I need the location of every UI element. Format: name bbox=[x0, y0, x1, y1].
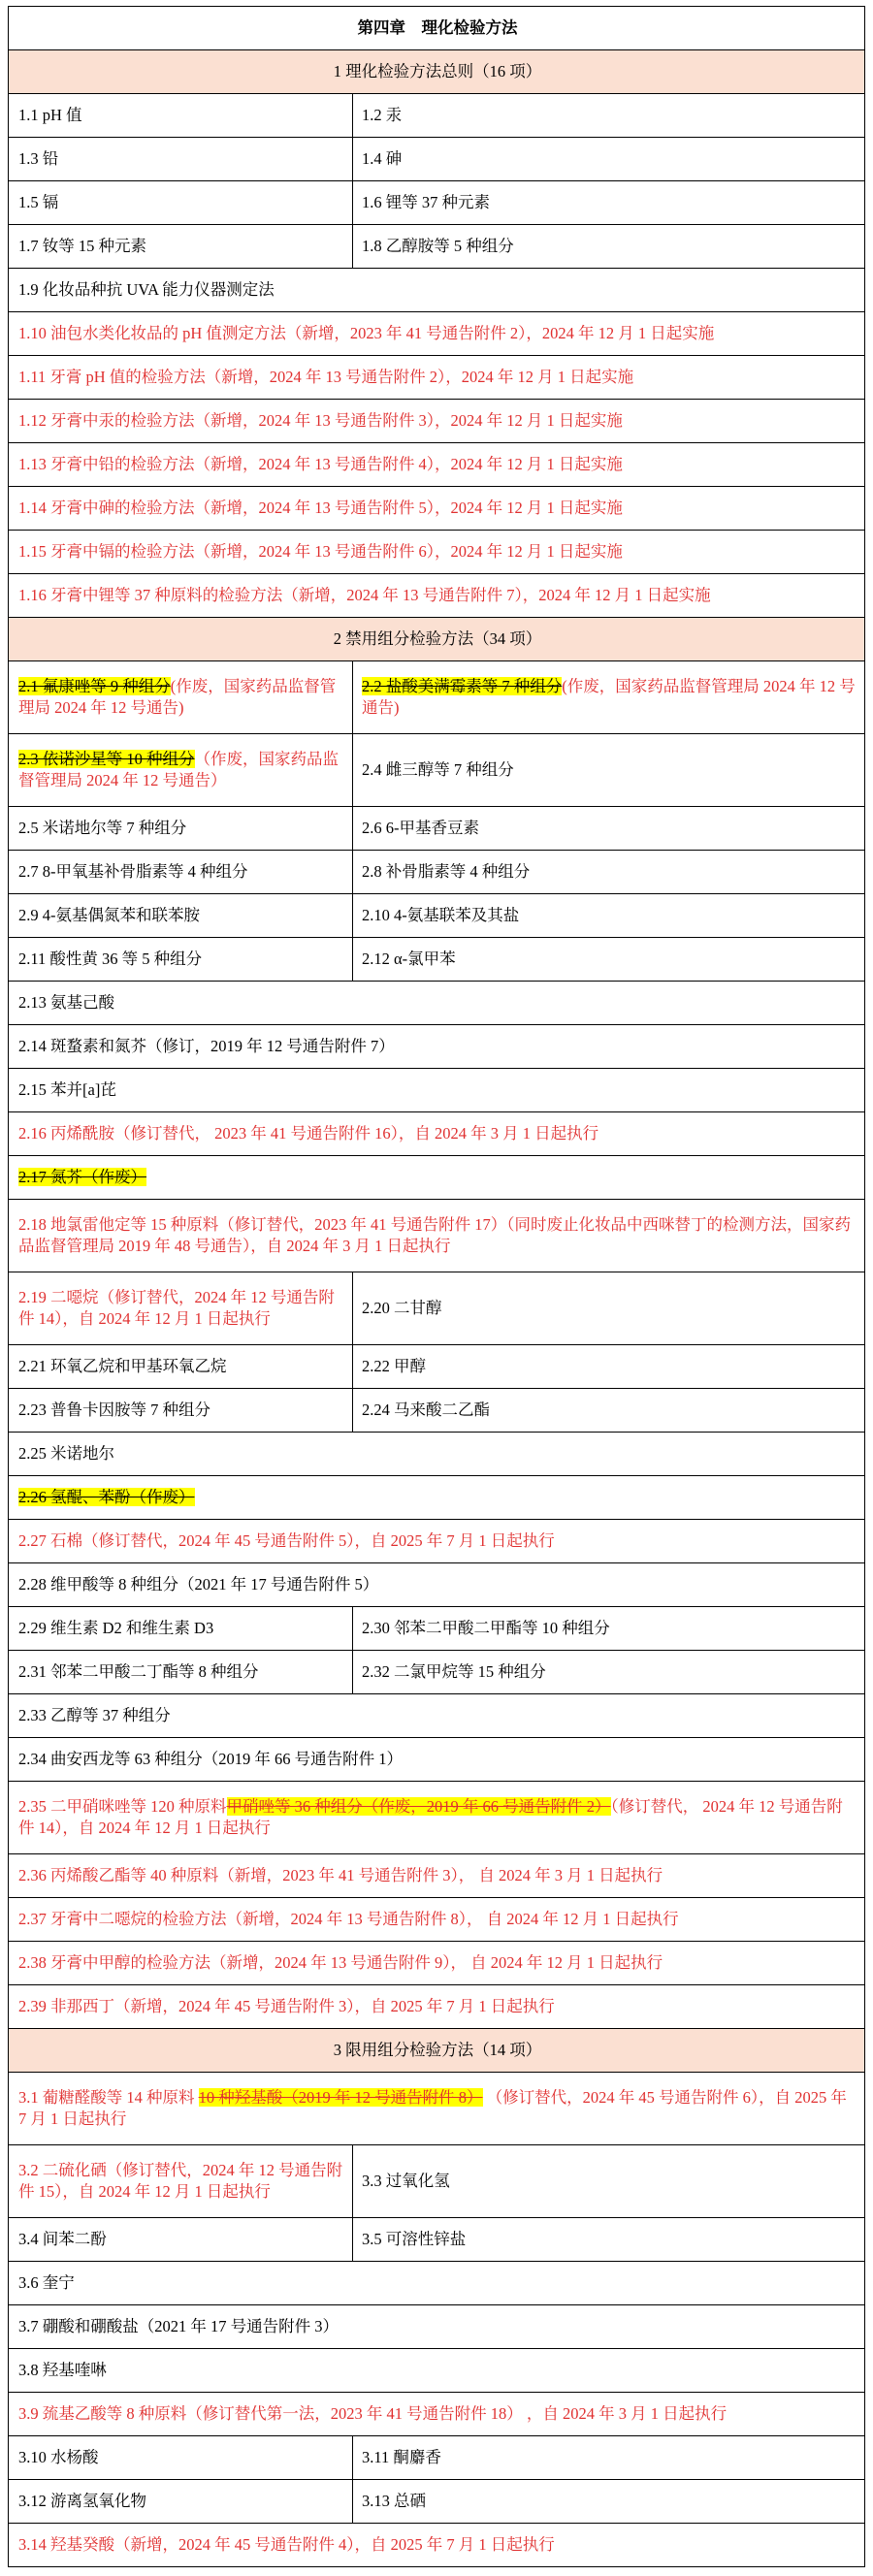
table-cell bbox=[9, 1854, 864, 1897]
document-page bbox=[8, 6, 865, 2567]
title-cell bbox=[9, 7, 864, 49]
table-row bbox=[9, 1563, 864, 1607]
table-cell bbox=[9, 1345, 353, 1388]
table-cell bbox=[353, 1389, 864, 1432]
table-cell bbox=[353, 225, 864, 268]
cell-text bbox=[362, 2229, 466, 2250]
cell-text bbox=[362, 905, 519, 926]
table-cell bbox=[9, 2305, 864, 2348]
cell-text bbox=[18, 1400, 210, 1421]
table-row bbox=[9, 1476, 864, 1520]
cell-text bbox=[18, 2316, 339, 2337]
item-text: 2.30 邻苯二甲酸二甲酯等 10 种组分 bbox=[362, 1619, 610, 1637]
obsolete-item-text: 2.17 氮芥（作废） bbox=[18, 1168, 146, 1186]
cell-text bbox=[334, 2040, 542, 2061]
item-text: 2.28 维甲酸等 8 种组分（2021 年 17 号通告附件 5） bbox=[18, 1575, 379, 1594]
revised-item-text: 3.1 葡糖醛酸等 14 种原料 bbox=[18, 2088, 199, 2107]
cell-text bbox=[18, 148, 58, 170]
item-text: 1.5 镉 bbox=[18, 193, 59, 211]
table-row bbox=[9, 400, 864, 443]
cell-text bbox=[18, 2272, 75, 2294]
revised-item-text: （作废，国家药品监督管理局 2024 年 12 号通告） bbox=[18, 750, 339, 789]
table-row bbox=[9, 807, 864, 851]
table-row bbox=[9, 2262, 864, 2305]
item-text: 2.29 维生素 D2 和维生素 D3 bbox=[18, 1619, 214, 1637]
table-cell bbox=[9, 1738, 864, 1781]
table-row bbox=[9, 1651, 864, 1694]
table-cell bbox=[353, 1272, 864, 1344]
table-cell bbox=[9, 1025, 864, 1068]
table-row bbox=[9, 1854, 864, 1898]
section-heading-cell bbox=[9, 618, 864, 660]
table-cell bbox=[9, 2262, 864, 2304]
cell-text bbox=[18, 2447, 99, 2468]
cell-text bbox=[18, 1996, 555, 2017]
table-cell bbox=[9, 851, 353, 893]
item-text: 3.8 羟基喹啉 bbox=[18, 2361, 107, 2379]
cell-text bbox=[18, 1618, 213, 1639]
item-text: 2.23 普鲁卡因胺等 7 种组分 bbox=[18, 1401, 210, 1419]
section-heading: 1 理化检验方法总则（16 项） bbox=[333, 62, 542, 80]
revised-item-text: 2.18 地氯雷他定等 15 种原料（修订替代，2023 年 41 号通告附件 17）（同时废止化妆品中西咪替丁的检测方法，国家药品监督管理局 2019 年 48 号通告），自 2024 年 3 月 1 日起执行 bbox=[18, 1215, 851, 1255]
table-cell bbox=[9, 356, 864, 399]
item-text: 2.9 4-氨基偶氮苯和联苯胺 bbox=[18, 906, 200, 924]
item-text: 3.12 游离氢氧化物 bbox=[18, 2492, 146, 2510]
item-text: 1.6 锂等 37 种元素 bbox=[362, 193, 490, 211]
page-title: 第四章 理化检验方法 bbox=[357, 18, 518, 37]
table-row bbox=[9, 2073, 864, 2145]
table-row bbox=[9, 1025, 864, 1069]
cell-text bbox=[18, 1036, 395, 1057]
cell-text bbox=[362, 1400, 490, 1421]
revised-item-text: 2.39 非那西丁（新增，2024 年 45 号通告附件 3），自 2025 年 7 月 1 日起执行 bbox=[18, 1997, 555, 2015]
revised-item-text: 1.13 牙膏中铅的检验方法（新增，2024 年 13 号通告附件 4），2024 年 12 月 1 日起实施 bbox=[18, 455, 623, 473]
item-text: 2.31 邻苯二甲酸二丁酯等 8 种组分 bbox=[18, 1662, 259, 1681]
table-cell bbox=[353, 181, 864, 224]
table-cell bbox=[9, 443, 864, 486]
cell-text bbox=[18, 1661, 259, 1683]
cell-text bbox=[18, 279, 275, 301]
table-cell bbox=[9, 1898, 864, 1941]
cell-text bbox=[18, 1952, 663, 1974]
table-row bbox=[9, 1433, 864, 1476]
table-row bbox=[9, 1520, 864, 1563]
cell-text bbox=[358, 17, 518, 39]
table-cell bbox=[9, 181, 353, 224]
table-row bbox=[9, 2218, 864, 2262]
item-text: 2.32 二氯甲烷等 15 种组分 bbox=[362, 1662, 546, 1681]
cell-text bbox=[18, 1079, 116, 1101]
section-heading-cell bbox=[9, 2029, 864, 2072]
cell-text bbox=[18, 2229, 107, 2250]
table-cell bbox=[9, 531, 864, 573]
section-heading-row bbox=[9, 618, 864, 661]
table-row bbox=[9, 487, 864, 531]
table-row bbox=[9, 138, 864, 181]
cell-text bbox=[362, 2447, 441, 2468]
cell-text bbox=[18, 949, 202, 970]
item-text: 2.21 环氧乙烷和甲基环氧乙烷 bbox=[18, 1357, 227, 1375]
revised-item-text: 2.36 丙烯酸乙酯等 40 种原料（新增，2023 年 41 号通告附件 3）， 自 2024 年 3 月 1 日起执行 bbox=[18, 1866, 663, 1884]
table-row bbox=[9, 1985, 864, 2029]
section-heading: 2 禁用组分检验方法（34 项） bbox=[333, 629, 542, 648]
cell-text bbox=[18, 323, 714, 344]
cell-text bbox=[362, 236, 514, 257]
table-row bbox=[9, 225, 864, 269]
item-text: 2.20 二甘醇 bbox=[362, 1299, 442, 1317]
table-cell bbox=[353, 661, 864, 733]
table-cell bbox=[9, 1520, 864, 1562]
table-row bbox=[9, 443, 864, 487]
table-cell bbox=[9, 1607, 353, 1650]
table-cell bbox=[9, 1069, 864, 1111]
item-text: 2.15 苯并[a]芘 bbox=[18, 1080, 116, 1099]
revised-item-text: (作废，国家药品监督管理局 2024 年 12 号通告) bbox=[18, 677, 337, 717]
table-cell bbox=[9, 225, 353, 268]
table-row bbox=[9, 851, 864, 894]
table-cell bbox=[9, 1985, 864, 2028]
cell-text bbox=[362, 759, 514, 781]
table-row bbox=[9, 1898, 864, 1942]
table-row bbox=[9, 734, 864, 807]
cell-text bbox=[18, 2403, 727, 2425]
cell-text bbox=[362, 2171, 450, 2192]
item-text: 3.13 总硒 bbox=[362, 2492, 426, 2510]
section-heading-cell bbox=[9, 50, 864, 93]
table-cell bbox=[9, 138, 353, 180]
item-text: 2.24 马来酸二乙酯 bbox=[362, 1401, 490, 1419]
cell-text bbox=[18, 236, 146, 257]
table-row bbox=[9, 1738, 864, 1782]
cell-text bbox=[18, 1356, 227, 1377]
cell-text bbox=[18, 1574, 378, 1595]
table-row bbox=[9, 574, 864, 618]
revised-item-text: 1.10 油包水类化妆品的 pH 值测定方法（新增，2023 年 41 号通告附件 2），2024 年 12 月 1 日起实施 bbox=[18, 324, 715, 342]
revised-item-text: 1.11 牙膏 pH 值的检验方法（新增，2024 年 13 号通告附件 2），2024 年 12 月 1 日起实施 bbox=[18, 368, 634, 386]
table-cell bbox=[9, 269, 864, 311]
section-heading: 3 限用组分检验方法（14 项） bbox=[333, 2041, 542, 2059]
table-cell bbox=[353, 94, 864, 137]
cell-text bbox=[18, 541, 623, 563]
cell-text bbox=[18, 2491, 146, 2512]
cell-text bbox=[362, 949, 456, 970]
item-text: 1.7 钕等 15 种元素 bbox=[18, 237, 146, 255]
table-row bbox=[9, 938, 864, 982]
cell-text bbox=[18, 367, 633, 388]
revised-item-text: 1.14 牙膏中砷的检验方法（新增，2024 年 13 号通告附件 5），2024 年 12 月 1 日起实施 bbox=[18, 499, 623, 517]
cell-text bbox=[362, 192, 490, 213]
table-cell bbox=[353, 1651, 864, 1693]
item-text: 2.13 氨基己酸 bbox=[18, 993, 114, 1012]
table-row bbox=[9, 982, 864, 1025]
cell-text bbox=[18, 905, 200, 926]
revised-item-text: 2.38 牙膏中甲醇的检验方法（新增，2024 年 13 号通告附件 9）， 自 2024 年 12 月 1 日起执行 bbox=[18, 1953, 663, 1972]
item-text: 2.34 曲安西龙等 63 种组分（2019 年 66 号通告附件 1） bbox=[18, 1750, 403, 1768]
item-text: 2.10 4-氨基联苯及其盐 bbox=[362, 906, 520, 924]
table-row bbox=[9, 356, 864, 400]
table-cell bbox=[353, 734, 864, 806]
revised-item-text: 2.27 石棉（修订替代，2024 年 45 号通告附件 5），自 2025 年 7 月 1 日起执行 bbox=[18, 1531, 555, 1550]
cell-text bbox=[362, 1356, 426, 1377]
table-cell bbox=[353, 2436, 864, 2479]
table-row bbox=[9, 2349, 864, 2393]
revised-item-text: 3.2 二硫化硒（修订替代，2024 年 12 号通告附件 15），自 2024 年 12 月 1 日起执行 bbox=[18, 2161, 343, 2201]
cell-text bbox=[334, 61, 542, 82]
table-cell bbox=[9, 2524, 864, 2566]
revised-item-text: 1.16 牙膏中锂等 37 种原料的检验方法（新增，2024 年 13 号通告附件 7），2024 年 12 月 1 日起实施 bbox=[18, 586, 711, 604]
table-cell bbox=[353, 2218, 864, 2261]
table-row bbox=[9, 1607, 864, 1651]
table-cell bbox=[9, 807, 353, 850]
cell-text bbox=[18, 1123, 598, 1144]
item-text: 2.12 α-氯甲苯 bbox=[362, 950, 456, 968]
item-text: 2.33 乙醇等 37 种组分 bbox=[18, 1706, 171, 1724]
cell-text bbox=[18, 105, 82, 126]
cell-text bbox=[362, 105, 402, 126]
cell-text bbox=[362, 818, 479, 839]
cell-text bbox=[362, 1661, 546, 1683]
table-cell bbox=[353, 1345, 864, 1388]
cell-text bbox=[18, 585, 711, 606]
table-cell bbox=[9, 574, 864, 617]
table-row bbox=[9, 2393, 864, 2436]
item-text: 2.4 雌三醇等 7 种组分 bbox=[362, 760, 514, 779]
item-text: 1.9 化妆品种抗 UVA 能力仪器测定法 bbox=[18, 280, 275, 299]
cell-text bbox=[18, 192, 58, 213]
cell-text bbox=[18, 454, 623, 475]
table-row bbox=[9, 1112, 864, 1156]
cell-text bbox=[18, 749, 344, 791]
item-text: 1.1 pH 值 bbox=[18, 106, 82, 124]
cell-text bbox=[18, 676, 344, 719]
cell-text bbox=[334, 628, 542, 650]
cell-text bbox=[18, 498, 623, 519]
table-cell bbox=[9, 2436, 353, 2479]
cell-text bbox=[18, 1909, 679, 1930]
revised-item-text: （修订替代， 2024 年 12 号通告附件 14），自 2024 年 12 月 1 日起执行 bbox=[18, 1797, 843, 1837]
table-row bbox=[9, 1272, 864, 1345]
table-row bbox=[9, 1345, 864, 1389]
cell-text bbox=[18, 1287, 344, 1330]
item-text: 3.4 间苯二酚 bbox=[18, 2230, 107, 2248]
table-cell bbox=[9, 1389, 353, 1432]
item-text: 3.11 酮麝香 bbox=[362, 2448, 441, 2466]
revised-item-text: 3.14 羟基癸酸（新增，2024 年 45 号通告附件 4），自 2025 年 7 月 1 日起执行 bbox=[18, 2535, 555, 2554]
table-row bbox=[9, 2436, 864, 2480]
table-row bbox=[9, 1942, 864, 1985]
table-row bbox=[9, 269, 864, 312]
item-text: 3.6 奎宁 bbox=[18, 2273, 75, 2292]
cell-text bbox=[362, 2491, 426, 2512]
table-cell bbox=[9, 487, 864, 530]
table-cell bbox=[9, 400, 864, 442]
item-text: 3.10 水杨酸 bbox=[18, 2448, 99, 2466]
cell-text bbox=[18, 1705, 171, 1726]
cell-text bbox=[18, 2087, 857, 2130]
item-text: 3.7 硼酸和硼酸盐（2021 年 17 号通告附件 3） bbox=[18, 2317, 339, 2335]
cell-text bbox=[18, 1443, 114, 1465]
table-row bbox=[9, 1200, 864, 1272]
table-cell bbox=[9, 1563, 864, 1606]
obsolete-item-text: 2.3 依诺沙星等 10 种组分 bbox=[18, 750, 195, 768]
table-cell bbox=[353, 851, 864, 893]
revised-item-text: 2.19 二噁烷（修订替代，2024 年 12 号通告附件 14），自 2024 年 12 月 1 日起执行 bbox=[18, 1288, 335, 1328]
table-cell bbox=[9, 938, 353, 981]
cell-text bbox=[18, 2534, 555, 2556]
item-text: 2.11 酸性黄 36 等 5 种组分 bbox=[18, 950, 203, 968]
item-text: 2.6 6-甲基香豆素 bbox=[362, 819, 479, 837]
cell-text bbox=[18, 1530, 555, 1552]
table-row bbox=[9, 2480, 864, 2524]
revised-item-text: （修订替代，2024 年 45 号通告附件 6），自 2025 年 7 月 1 日起执行 bbox=[18, 2088, 847, 2128]
table-cell bbox=[353, 138, 864, 180]
item-text: 1.8 乙醇胺等 5 种组分 bbox=[362, 237, 514, 255]
revised-item-text: 1.12 牙膏中汞的检验方法（新增，2024 年 13 号通告附件 3），2024 年 12 月 1 日起实施 bbox=[18, 411, 623, 430]
item-text: 2.25 米诺地尔 bbox=[18, 1444, 114, 1463]
revised-item-text: 2.16 丙烯酰胺（修订替代， 2023 年 41 号通告附件 16），自 2024 年 3 月 1 日起执行 bbox=[18, 1124, 599, 1143]
table-row bbox=[9, 312, 864, 356]
cell-text bbox=[18, 1865, 663, 1886]
table-cell bbox=[9, 2480, 353, 2523]
test-methods-table bbox=[8, 6, 865, 2567]
cell-text bbox=[18, 861, 248, 883]
table-row bbox=[9, 2524, 864, 2567]
cell-text bbox=[362, 1618, 610, 1639]
cell-text bbox=[18, 1487, 195, 1508]
table-cell bbox=[353, 2145, 864, 2217]
item-text: 3.5 可溶性锌盐 bbox=[362, 2230, 467, 2248]
table-row bbox=[9, 1069, 864, 1112]
cell-text bbox=[18, 1796, 857, 1839]
table-cell bbox=[9, 1433, 864, 1475]
revised-item-text: 3.9 巯基乙酸等 8 种原料（修订替代第一法，2023 年 41 号通告附件 18） ，自 2024 年 3 月 1 日起执行 bbox=[18, 2404, 728, 2423]
section-heading-row bbox=[9, 50, 864, 94]
revised-item-text: 1.15 牙膏中镉的检验方法（新增，2024 年 13 号通告附件 6），2024 年 12 月 1 日起实施 bbox=[18, 542, 623, 561]
table-cell bbox=[9, 2349, 864, 2392]
obsolete-item-text: 10 种羟基酸（2019 年 12 号通告附件 8） bbox=[198, 2088, 483, 2107]
table-cell bbox=[353, 894, 864, 937]
table-cell bbox=[9, 2073, 864, 2144]
revised-item-text: 2.35 二甲硝咪唑等 120 种原料 bbox=[18, 1797, 227, 1816]
table-cell bbox=[9, 734, 353, 806]
table-row bbox=[9, 2305, 864, 2349]
item-text: 1.4 砷 bbox=[362, 149, 403, 168]
table-row bbox=[9, 531, 864, 574]
cell-text bbox=[362, 676, 857, 719]
table-row bbox=[9, 894, 864, 938]
table-row bbox=[9, 181, 864, 225]
item-text: 2.22 甲醇 bbox=[362, 1357, 426, 1375]
item-text: 2.14 斑蝥素和氮芥（修订，2019 年 12 号通告附件 7） bbox=[18, 1037, 395, 1055]
table-cell bbox=[9, 312, 864, 355]
table-cell bbox=[9, 1272, 353, 1344]
cell-text bbox=[362, 861, 530, 883]
table-row bbox=[9, 661, 864, 734]
table-cell bbox=[353, 1607, 864, 1650]
item-text: 2.8 补骨脂素等 4 种组分 bbox=[362, 862, 531, 881]
cell-text bbox=[362, 1298, 442, 1319]
table-row bbox=[9, 1156, 864, 1200]
obsolete-item-text: 2.26 氢醌、苯酚（作废） bbox=[18, 1488, 195, 1506]
table-cell bbox=[9, 1112, 864, 1155]
revised-item-text: 2.37 牙膏中二噁烷的检验方法（新增，2024 年 13 号通告附件 8）， 自 2024 年 12 月 1 日起执行 bbox=[18, 1910, 679, 1928]
item-text: 2.5 米诺地尔等 7 种组分 bbox=[18, 819, 187, 837]
table-row bbox=[9, 2145, 864, 2218]
obsolete-item-text: 2.1 氟康唑等 9 种组分 bbox=[18, 677, 171, 695]
revised-item-text: (作废，国家药品监督管理局 2024 年 12 号通告) bbox=[362, 677, 856, 717]
table-cell bbox=[9, 1476, 864, 1519]
table-cell bbox=[9, 2218, 353, 2261]
table-cell bbox=[9, 1782, 864, 1853]
cell-text bbox=[18, 818, 186, 839]
table-cell bbox=[9, 1651, 353, 1693]
table-cell bbox=[353, 2480, 864, 2523]
section-heading-row bbox=[9, 2029, 864, 2073]
table-row bbox=[9, 1694, 864, 1738]
cell-text bbox=[18, 2360, 107, 2381]
table-cell bbox=[9, 1156, 864, 1199]
cell-text bbox=[18, 1167, 146, 1188]
table-cell bbox=[9, 94, 353, 137]
obsolete-item-text: 甲硝唑等 36 种组分（作废，2019 年 66 号通告附件 2） bbox=[226, 1797, 611, 1816]
title-row bbox=[9, 7, 864, 50]
table-cell bbox=[9, 2393, 864, 2435]
table-cell bbox=[9, 661, 353, 733]
cell-text bbox=[18, 1749, 403, 1770]
item-text: 1.3 铅 bbox=[18, 149, 59, 168]
obsolete-item-text: 2.2 盐酸美满霉素等 7 种组分 bbox=[362, 677, 563, 695]
table-cell bbox=[9, 2145, 353, 2217]
cell-text bbox=[18, 410, 623, 432]
table-cell bbox=[9, 1942, 864, 1984]
item-text: 3.3 过氧化氢 bbox=[362, 2172, 450, 2190]
table-cell bbox=[9, 1694, 864, 1737]
table-row bbox=[9, 1782, 864, 1854]
table-cell bbox=[9, 1200, 864, 1272]
cell-text bbox=[18, 992, 114, 1014]
table-cell bbox=[353, 938, 864, 981]
table-cell bbox=[353, 807, 864, 850]
table-cell bbox=[9, 894, 353, 937]
item-text: 2.7 8-甲氧基补骨脂素等 4 种组分 bbox=[18, 862, 248, 881]
table-cell bbox=[9, 982, 864, 1024]
table-row bbox=[9, 94, 864, 138]
cell-text bbox=[18, 1214, 857, 1257]
table-row bbox=[9, 1389, 864, 1433]
cell-text bbox=[18, 2160, 344, 2203]
cell-text bbox=[362, 148, 402, 170]
item-text: 1.2 汞 bbox=[362, 106, 403, 124]
